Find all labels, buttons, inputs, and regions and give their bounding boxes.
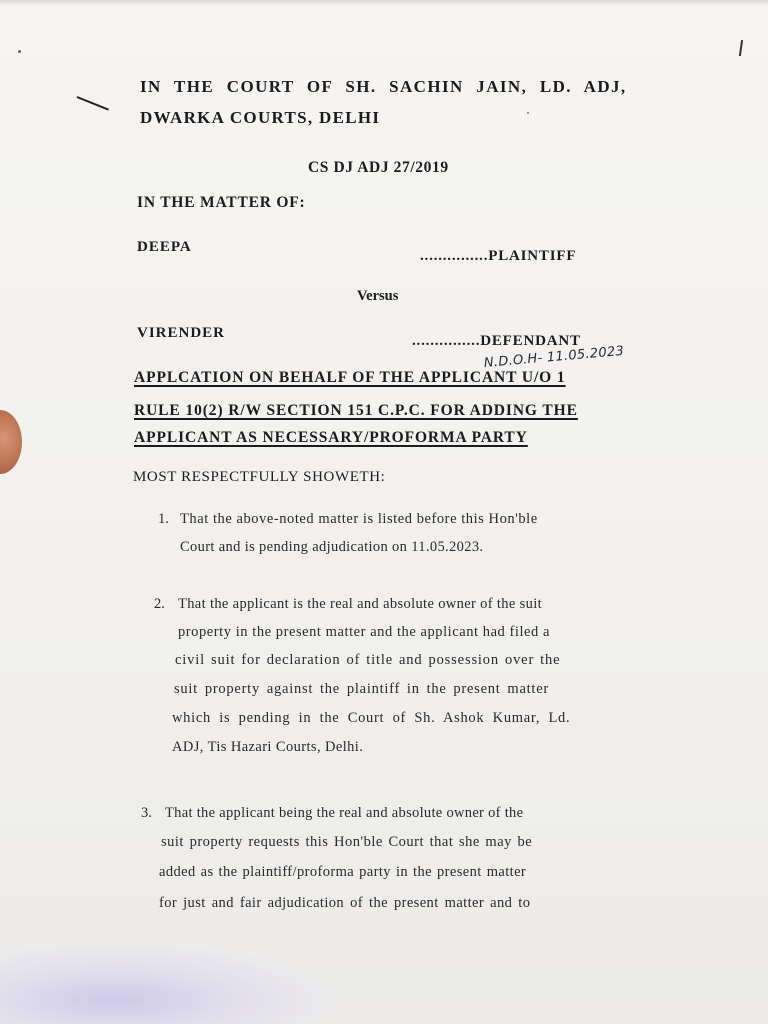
lighting-smudge xyxy=(0,945,330,1024)
paragraph-number: 2. xyxy=(154,596,165,612)
paragraph-line: ADJ, Tis Hazari Courts, Delhi. xyxy=(172,739,364,755)
paragraph-line: for just and fair adjudication of the present matter and to xyxy=(159,895,531,911)
defendant-role: ...............DEFENDANT xyxy=(412,333,581,349)
defendant-name: VIRENDER xyxy=(137,325,226,341)
application-title-line3: APPLICANT AS NECESSARY/PROFORMA PARTY xyxy=(134,429,528,446)
handwritten-hearing-date-note: N.D.O.H- 11.05.2023 xyxy=(483,343,625,371)
case-number: CS DJ ADJ 27/2019 xyxy=(308,159,449,176)
paragraph-line: That the applicant being the real and absolute owner of the xyxy=(165,805,524,821)
matter-of-heading: IN THE MATTER OF: xyxy=(137,194,306,211)
finger-in-photo xyxy=(0,410,22,474)
paragraph-line: property in the present matter and the applicant had filed a xyxy=(178,624,551,640)
paragraph-line: added as the plaintiff/proforma party in the present matter xyxy=(159,864,527,880)
paper-edge-shadow xyxy=(0,0,768,6)
paragraph-line: which is pending in the Court of Sh. Ashok Kumar, Ld. xyxy=(172,710,571,726)
ink-speck xyxy=(527,112,529,114)
paragraph-line: Court and is pending adjudication on 11.05.2023. xyxy=(180,539,484,555)
ink-speck xyxy=(18,50,21,53)
versus-label: Versus xyxy=(357,288,399,304)
plaintiff-name: DEEPA xyxy=(137,239,192,255)
paragraph-number: 3. xyxy=(141,805,152,821)
court-heading-line1: IN THE COURT OF SH. SACHIN JAIN, LD. ADJ, xyxy=(140,77,627,96)
paragraph-number: 1. xyxy=(158,511,169,527)
paragraph-line: suit property against the plaintiff in the present matter xyxy=(174,681,549,697)
pen-tick-mark xyxy=(739,40,743,56)
application-title-line1: APPLCATION ON BEHALF OF THE APPLICANT U/O 1 xyxy=(134,369,566,386)
paragraph-line: suit property requests this Hon'ble Court that she may be xyxy=(161,834,533,850)
paragraph-line: civil suit for declaration of title and possession over the xyxy=(175,652,561,668)
court-heading-line2: DWARKA COURTS, DELHI xyxy=(140,108,381,127)
plaintiff-role: ...............PLAINTIFF xyxy=(420,248,577,264)
paragraph-line: That the above-noted matter is listed before this Hon'ble xyxy=(180,511,538,527)
application-title-line2: RULE 10(2) R/W SECTION 151 C.P.C. FOR ADDING THE xyxy=(134,402,578,419)
pen-dash-mark xyxy=(77,96,109,111)
salutation: MOST RESPECTFULLY SHOWETH: xyxy=(133,469,386,485)
paragraph-line: That the applicant is the real and absolute owner of the suit xyxy=(178,596,543,612)
